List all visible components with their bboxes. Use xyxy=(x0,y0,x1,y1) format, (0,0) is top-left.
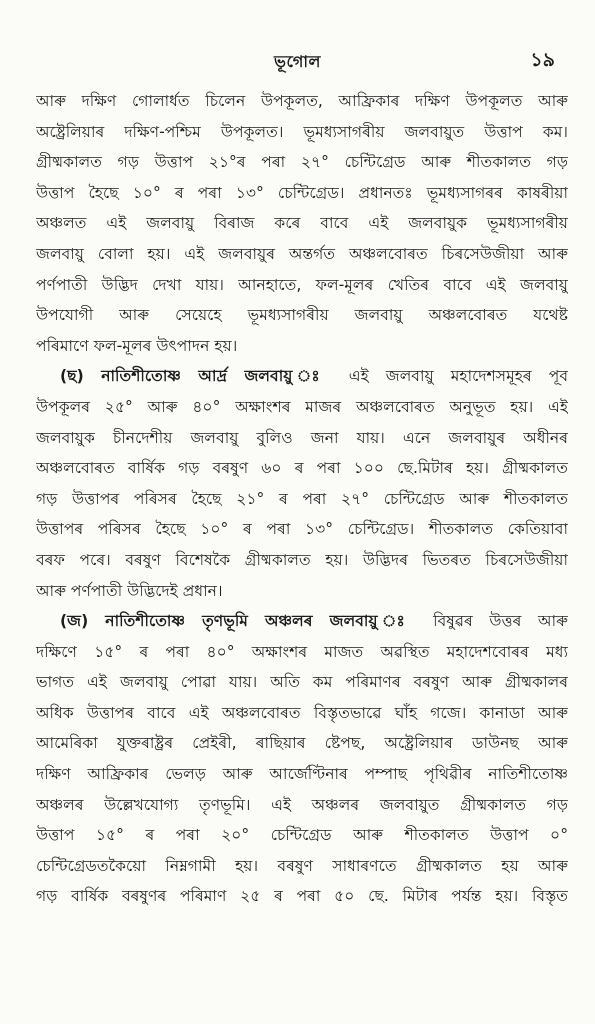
text-line: অধিক উত্তাপৰ বাবে এই অঞ্চলবোৰত বিস্তৃতভাৱে ঘাঁহ গজে। কানাডা আৰু xyxy=(36,703,568,722)
text-line: বৰফ পৰে। বৰষুণ বিশেষকৈ গ্ৰীষ্মকালত হয়। উদ্ভিদৰ ভিতৰত চিৰসেউজীয়া xyxy=(36,550,568,569)
text-line: উত্তাপ হৈছে ১০° ৰ পৰা ১৩° চেন্টিগ্ৰেড। প্ৰধানতঃ ভূমধ্যসাগৰৰ কাষৰীয়া xyxy=(36,183,568,202)
text-line: ভাগত এই জলবায়ু পোৱা যায়। অতি কম পৰিমাণৰ বৰষুণ আৰু গ্ৰীষ্মকালৰ xyxy=(36,673,568,692)
text-run: এই জলবায়ু মহাদেশসমূহৰ পূব xyxy=(331,367,568,386)
text-line: আৰু পৰ্ণপাতী উদ্ভিদেই প্ৰধান। xyxy=(36,581,223,600)
body-text xyxy=(36,86,568,912)
text-line: অষ্ট্ৰেলিয়াৰ দক্ষিণ-পশ্চিম উপকূলত। ভূমধ্যসাগৰীয় জলবায়ুত উত্তাপ কম। xyxy=(36,122,568,141)
paragraph-temperate-humid xyxy=(36,361,568,606)
page-number: ১৯ xyxy=(530,49,555,71)
text-run: বিষুৱৰ উত্তৰ আৰু xyxy=(416,612,568,631)
text-line: অঞ্চলৰ উল্লেখযোগ্য তৃণভূমি। এই অঞ্চলৰ জলবায়ুত গ্ৰীষ্মকালত গড় xyxy=(36,795,568,814)
paragraph-temperate-grassland xyxy=(36,606,568,912)
text-line: দক্ষিণ আফ্ৰিকাৰ ভেলড় আৰু আৰ্জেণ্টিনাৰ পম্পাছ পৃথিৱীৰ নাতিশীতোষ্ণ xyxy=(36,765,568,784)
text-line: গ্ৰীষ্মকালত গড় উত্তাপ ২১°ৰ পৰা ২৭° চেন্টিগ্ৰেড আৰু শীতকালত গড় xyxy=(36,153,568,172)
text-line: পৰ্ণপাতী উদ্ভিদ দেখা যায়। আনহাতে, ফল-মূলৰ খেতিৰ বাবে এই জলবায়ু xyxy=(36,275,568,294)
text-line: অঞ্চলবোৰত বাৰ্ষিক গড় বৰষুণ ৬০ ৰ পৰা ১০০ ছে.মিটাৰ হয়। গ্ৰীষ্মকালত xyxy=(36,459,568,478)
text-line: চেন্টিগ্ৰেডতকৈয়ো নিম্নগামী হয়। বৰষুণ সাধাৰণতে গ্ৰীষ্মকালত হয় আৰু xyxy=(36,856,568,875)
text-line: আৰু দক্ষিণ গোলাৰ্ধত চিলেন উপকূলত, আফ্ৰিকাৰ দক্ষিণ উপকূলত আৰু xyxy=(36,92,568,110)
text-line: জলবায়ু বোলা হয়। এই জলবায়ুৰ অন্তৰ্গত অঞ্চলবোৰত চিৰসেউজীয়া আৰু xyxy=(36,244,568,263)
running-title: ভূগোল xyxy=(274,52,321,71)
section-heading: (জ) নাতিশীতোষ্ণ তৃণভূমি অঞ্চলৰ জলবায়ু ঃ xyxy=(60,612,417,631)
text-line: আমেৰিকা যুক্তৰাষ্ট্ৰৰ প্ৰেইৰী, ৰাছিয়াৰ ষ্টেপছ, অষ্ট্ৰেলিয়াৰ ডাউনছ আৰু xyxy=(36,734,568,753)
text-line: উত্তাপৰ পৰিসৰ হৈছে ১০° ৰ পৰা ১৩° চেন্টিগ্ৰেড। শীতকালত কেতিয়াবা xyxy=(36,520,568,539)
section-heading: (ছ) নাতিশীতোষ্ণ আৰ্দ্ৰ জলবায়ু ঃ xyxy=(60,367,332,386)
text-line: অঞ্চলত এই জলবায়ু বিৰাজ কৰে বাবে এই জলবায়ুক ভূমধ্যসাগৰীয় xyxy=(36,214,568,233)
text-line: গড় বাৰ্ষিক বৰষুণৰ পৰিমাণ ২৫ ৰ পৰা ৫০ ছে. মিটাৰ পৰ্যন্ত হয়। বিস্তৃত xyxy=(36,887,568,906)
paragraph-mediterranean xyxy=(36,86,568,361)
text-line: উপযোগী আৰু সেয়েহে ভূমধ্যসাগৰীয় জলবায়ু অঞ্চলবোৰত যথেষ্ট xyxy=(36,306,568,325)
text-line: উত্তাপ ১৫° ৰ পৰা ২০° চেন্টিগ্ৰেড আৰু শীতকালত উত্তাপ ০° xyxy=(36,826,568,845)
text-line: দক্ষিণে ১৫° ৰ পৰা ৪০° অক্ষাংশৰ মাজত অৱস্থিত মহাদেশবোৰৰ মধ্য xyxy=(36,642,568,661)
text-line: পৰিমাণে ফল-মূলৰ উৎপাদন হয়। xyxy=(36,336,238,355)
text-line xyxy=(36,606,568,637)
text-line xyxy=(36,361,568,392)
text-line: গড় উত্তাপৰ পৰিসৰ হৈছে ২১° ৰ পৰা ২৭° চেন্টিগ্ৰেড আৰু শীতকালত xyxy=(36,489,568,508)
text-line: জলবায়ুক চীনদেশীয় জলবায়ু বুলিও জনা যায়। এনে জলবায়ুৰ অধীনৰ xyxy=(36,428,568,447)
text-line: উপকূলৰ ২৫° আৰু ৪০° অক্ষাংশৰ মাজৰ অঞ্চলবোৰত অনুভূত হয়। এই xyxy=(36,397,568,416)
